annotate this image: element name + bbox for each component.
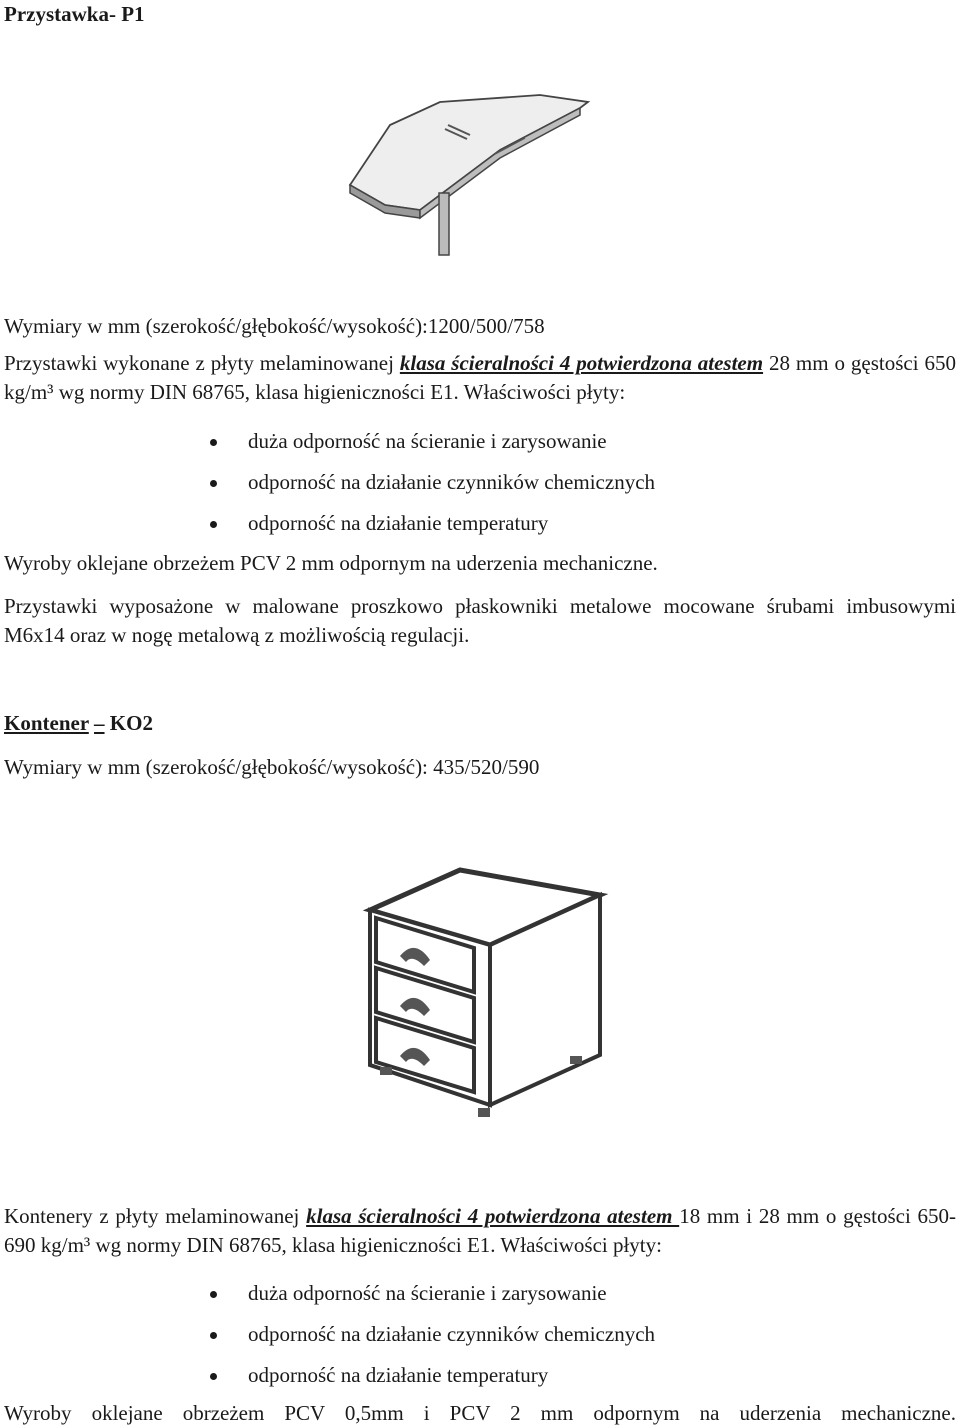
abrasion-class-emphasis: klasa ścieralności 4 potwierdzona atestem [306,1204,680,1228]
abrasion-class-emphasis: klasa ścieralności 4 potwierdzona atestem [399,351,764,375]
section2-dimensions: Wymiary w mm (szerokość/głębokość/wysokość): 435/520/590 [4,755,540,779]
section-title-kontener: Kontener – KO2 [4,711,153,735]
section1-edging: Wyroby oklejane obrzeżem PCV 2 mm odpornym na uderzenia mechaniczne. [4,551,658,575]
section1-dimensions: Wymiary w mm (szerokość/głębokość/wysokość):1200/500/758 [4,314,545,338]
section2-material-text: Kontenery z płyty melaminowanej klasa ścieralności 4 potwierdzona atestem 18 mm i 28 mm o gęstości 650-690 kg/m³ wg normy DIN 68765, klasa higieniczności E1. Właściwości płyty: [4,1204,956,1258]
section1-fittings: Przystawki wyposażone w malowane proszkowo płaskowniki metalowe mocowane śrubami imbusowymi M6x14 oraz w nogę metalową z możliwością regulacji. [4,594,956,648]
section2-edging: Wyroby oklejane obrzeżem PCV 0,5mm i PCV 2 mm odpornym na uderzenia mechaniczne. [4,1401,956,1425]
section1-material-text: Przystawki wykonane z płyty melaminowanej klasa ścieralności 4 potwierdzona atestem 28 mm o gęstości 650 kg/m³ wg normy DIN 68765, klasa higieniczności E1. Właściwości płyty: [4,351,956,405]
section-title-przystawka: Przystawka- P1 [4,2,145,26]
drawer-container-illustration [360,860,610,1128]
extension-table-illustration [330,80,600,268]
